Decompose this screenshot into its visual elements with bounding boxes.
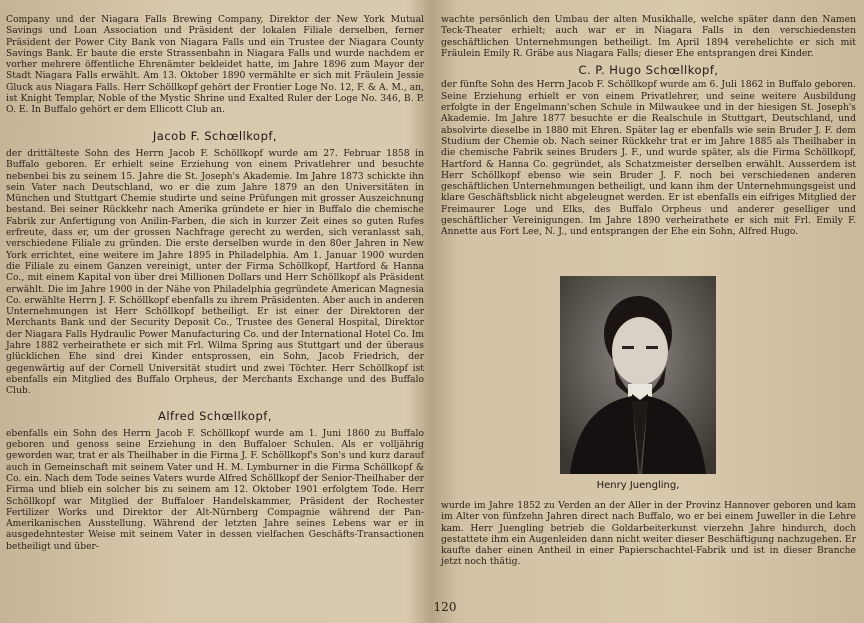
section-heading-hugo: C. P. Hugo Schœllkopf, (578, 63, 719, 78)
portrait-image (560, 276, 716, 474)
photo-caption: Henry Juengling, (596, 480, 680, 491)
section-text-alfred: ebenfalls ein Sohn des Herrn Jacob F. Schöllkopf wurde am 1. Juni 1860 zu Buffalo geboren und genoss seine Erziehung in den Buffaloer Schulen. Als er volljährig geworden war, trat er als Theilhaber in die Firma J. F. Schöllkopf's Son's und kurz darauf auch in Gemeinschaft mit seinem Vater und H. M. Lymburner in die Firma Schöllkopf & Co. ein. Nach dem Tode seines Vaters wurde Alfred Schöllkopf der Senior-Theilhaber der Firma und blieb ein solcher bis zu seinem am 12. Oktober 1901 erfolgtem Tode. Herr Schöllkopf war Mitglied der Buffaloer Handelskammer, Präsident der Rochester Fertilizer Works und Direktor der Alt-Nürnberg Compagnie während der Pan-Amerikanischen Ausstellung. Während der letzten Jahre seines Lebens war er in ausgedehntester Weise mit seinem Vater in dessen vielfachen Geschäfts-Transactionen betheiligt und über- (6, 427, 424, 552)
right-intro-paragraph: wachte persönlich den Umbau der alten Musikhalle, welche später dann den Namen Teck-Theater erhielt; auch war er in Niagara Falls in den verschiedensten geschäftlichen Unternehmungen betheiligt. Im April 1894 verehelichte er sich mit Fräulein Emily R. Gräbe aus Niagara Falls; dieser Ehe entsprangen drei Kinder. (441, 14, 856, 59)
bottom-right-text (441, 500, 856, 568)
section-heading-alfred: Alfred Schœllkopf, (158, 408, 272, 423)
right-column (441, 14, 856, 238)
page-number: 120 (433, 600, 457, 614)
left-intro-paragraph: Company und der Niagara Falls Brewing Company, Direktor der New York Mutual Savings und Loan Association und Präsident der lokalen Filiale derselben, ferner Präsident der Power City Bank von Niagara Falls und ein Trustee der Niagara County Savings Bank. Er baute die erste Strassenbahn in Niagara Falls und wurde nachdem er vorher mehrere öffentliche Ehrenämter bekleidet hatte, im Jahre 1896 zum Mayor der Stadt Niagara Falls erwählt. Am 13. Oktober 1890 vermählte er sich mit Fräulein Jessie Gluck aus Niagara Falls. Herr Schöllkopf gehört der Frontier Loge No. 12, F. & A. M., an, ist Knight Templar, Noble of the Mystic Shrine und Exalted Ruler der Loge No. 346, B. P. O. E. In Buffalo gehört er dem Ellicott Club an. (6, 14, 424, 116)
section-text-juengling: wurde im Jahre 1852 zu Verden an der Aller in der Provinz Hannover geboren und kam im Alter von fünfzehn Jahren direct nach Buffalo, wo er bei einem Juweller in die Lehre kam. Herr Juengling betrieb die Goldarbeiterkunst vierzehn Jahre hindurch, doch gestattete ihm ein Augenleiden dann nicht weiter dieser Beschäftigung nachzugehen. Er kaufte daher einen Antheil in einer Papierschachtel-Fabrik und ist in dieser Branche jetzt noch thätig. (441, 500, 856, 568)
section-text-hugo: der fünfte Sohn des Herrn Jacob F. Schöllkopf wurde am 6. Juli 1862 in Buffalo geboren. Seine Erziehung erhielt er von einem Privatlehrer, und seine weitere Ausbildung erfolgte in der Engelmann'schen Schule in Milwaukee und in der hiesigen St. Joseph's Akademie. Im Jahre 1877 besuchte er die Realschule in Stuttgart, Deutschland, und absolvirte dieselbe in 1880 mit Ehren. Später lag er ebenfalls wie sein Bruder J. F. dem Studium der Chemie ob. Nach seiner Rückkehr trat er im Jahre 1885 als Theilhaber in die chemische Fabrik seines Bruders J. F., und wurde später, als die Firma Schöllkopf, Hartford & Hanna Co. gegründet, als Schatzmeister derselben erwählt. Ausserdem ist Herr Schöllkopf ebenso wie sein Bruder J. F. noch bei verschiedenen anderen geschäftlichen Unternehmungen betheiligt, und kann ihm der Unternehmungsgeist und klare Geschäftsblick nicht abgeleugnet werden. Er ist ebenfalls ein eifriges Mitglied der Freimaurer Loge und Elks, des Buffalo Orpheus und anderer geselliger und geschäftlicher Vereinigungen. Im Jahre 1890 verheirathete er sich mit Frl. Emily F. Annette aus Fort Lee, N. J., und entsprangen der Ehe ein Sohn, Alfred Hugo. (441, 79, 856, 238)
left-column (6, 14, 424, 552)
section-text-jacob: der drittälteste Sohn des Herrn Jacob F. Schöllkopf wurde am 27. Februar 1858 in Buffalo geboren. Er erhielt seine Erziehung von einem Privatlehrer und besuchte nebenbei bis zu seinem 15. Jahre die St. Joseph's Akademie. Im Jahre 1873 schickte ihn sein Vater nach Deutschland, wo er die zum Jahre 1879 an den Universitäten in München und Stuttgart Chemie studirte und seine Prüfungen mit grosser Auszeichnung bestand. Bei seiner Rückkehr nach Amerika gründete er hier in Buffalo die chemische Fabrik zur Anfertigung von Anilin-Farben, die sich in kurzer Zeit eines so guten Rufes erfreute, dass er, um der grossen Nachfrage gerecht zu werden, sich veranlasst sah, verschiedene Filiale zu gründen. Die erste derselben wurde in den 80er Jahren in New York errichtet, eine weitere im Jahre 1895 in Philadelphia. Am 1. Januar 1900 wurden die Filiale zu einem Ganzen vereinigt, unter der Firma Schöllkopf, Hartford & Hanna Co., mit einem Kapital von über drei Millionen Dollars und Herr Schöllkopf als Präsident erwählt. Die im Jahre 1900 in der Nähe von Philadelphia gegründete American Magnesia Co. erwählte Herrn J. F. Schöllkopf ebenfalls zu ihrem Präsidenten. Aber auch in anderen Unternehmungen ist Herr Schöllkopf betheiligt. Er ist einer der Direktoren der Merchants Bank und der Security Deposit Co., Trustee des General Hospital, Direktor der Niagara Falls Hydraulic Power Manufacturing Co. und der International Hotel Co. Im Jahre 1882 verheirathete er sich mit Frl. Wilma Spring aus Stuttgart und der überaus glücklichen Ehe sind drei Kinder entsprossen, ein Sohn, Jacob Friedrich, der gegenwärtig auf der Cornell Universität studirt und zwei Töchter. Herr Schöllkopf ist ebenfalls ein Mitglied des Buffalo Orpheus, der Merchants Exchange und des Buffalo Club. (6, 147, 424, 397)
section-heading-jacob: Jacob F. Schœllkopf, (152, 128, 278, 143)
portrait-photo (560, 276, 716, 474)
